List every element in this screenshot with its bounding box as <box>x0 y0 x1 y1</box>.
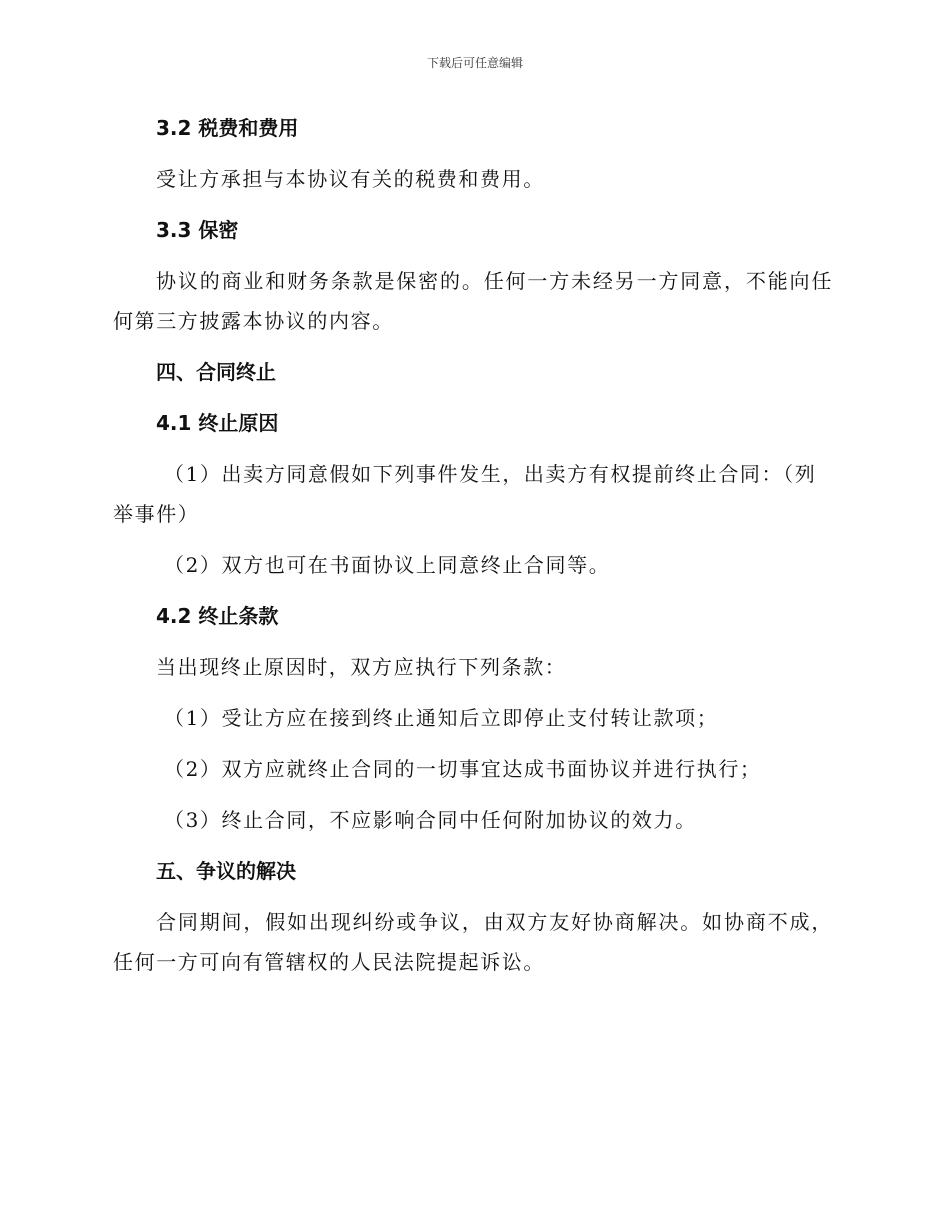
section-4-2-item-1: （1）受让方应在接到终止通知后立即停止支付转让款项； <box>164 706 719 730</box>
section-5-body: 合同期间，假如出现纠纷或争议，由双方友好协商解决。如协商不成，任何一方可向有管辖权的人民法院提起诉讼。 <box>113 910 833 974</box>
section-3-3-body: 协议的商业和财务条款是保密的。任何一方未经另一方同意，不能向任何第三方披露本协议的内容。 <box>113 269 833 333</box>
page-header: 下载后可任意编辑 <box>426 56 523 70</box>
section-5-title: 五、争议的解决 <box>156 859 296 883</box>
section-3-3-title: 3.3 保密 <box>156 218 239 242</box>
document-body <box>113 108 833 982</box>
section-4-title: 四、合同终止 <box>156 360 276 384</box>
section-3-2-body: 受让方承担与本协议有关的税费和费用。 <box>156 167 545 191</box>
section-4-2-item-2: （2）双方应就终止合同的一切事宜达成书面协议并进行执行； <box>164 757 762 781</box>
section-4-2-title: 4.2 终止条款 <box>156 604 279 628</box>
section-4-1-title: 4.1 终止原因 <box>156 411 279 435</box>
section-3-2-title: 3.2 税费和费用 <box>156 116 299 140</box>
section-4-1-item-2: （2）双方也可在书面协议上同意终止合同等。 <box>164 553 611 577</box>
section-4-2-item-3: （3）终止合同，不应影响合同中任何附加协议的效力。 <box>164 808 697 832</box>
section-4-2-intro: 当出现终止原因时，双方应执行下列条款： <box>156 655 567 679</box>
section-4-1-item-1: （1）出卖方同意假如下列事件发生，出卖方有权提前终止合同：（列举事件） <box>113 462 817 526</box>
